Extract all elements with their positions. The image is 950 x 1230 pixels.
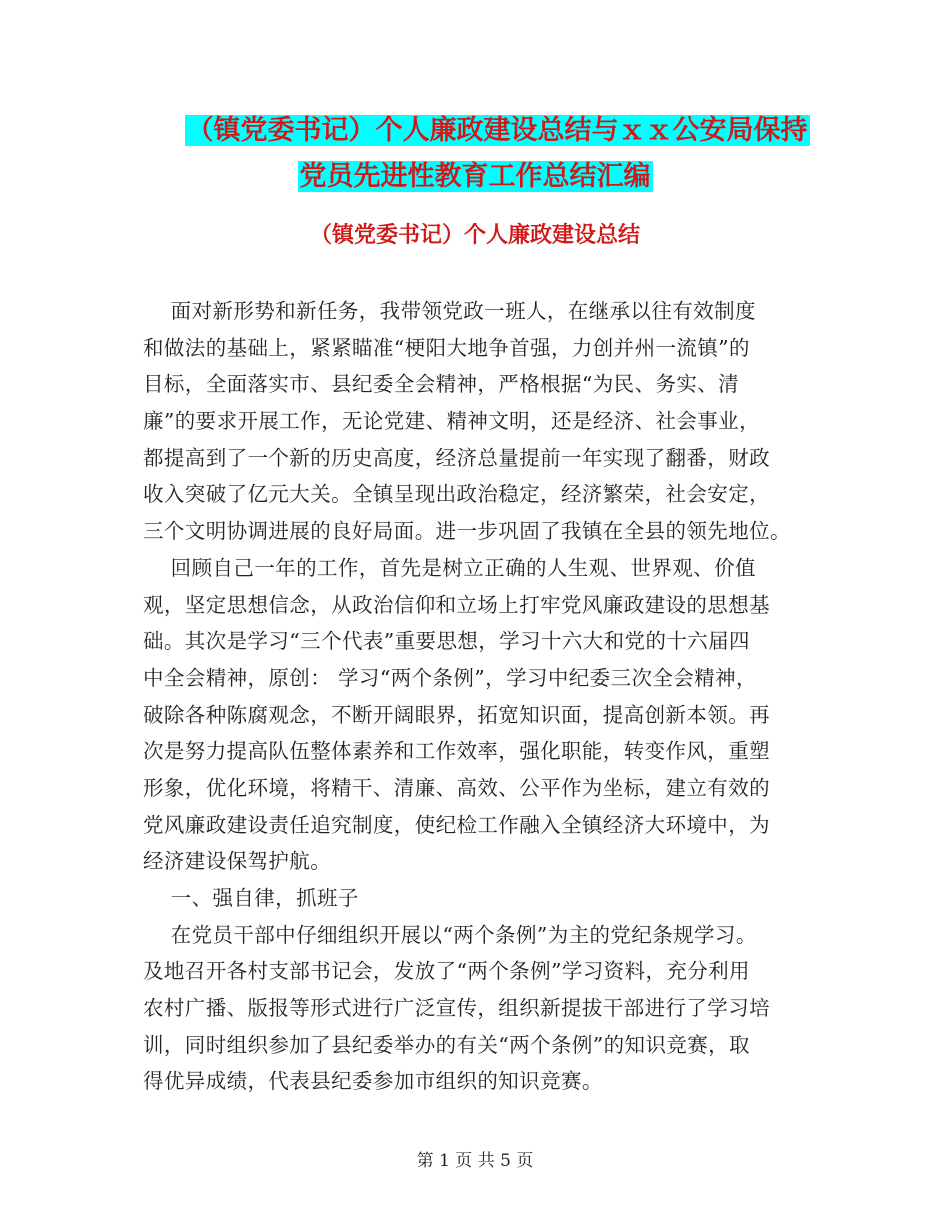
body-text	[143, 293, 823, 1100]
document-title-line-2	[0, 158, 950, 196]
body-line: 次是努力提高队伍整体素养和工作效率，强化职能，转变作风，重塑	[143, 739, 770, 764]
page-footer: 第 1 页 共 5 页	[416, 1151, 534, 1171]
body-line: 廉”的要求开展工作，无论党建、精神文明，还是经济、社会事业，	[143, 409, 760, 434]
body-line: 及地召开各村支部书记会，发放了“两个条例”学习资料，充分利用	[143, 959, 750, 984]
body-line: 经济建设保驾护航。	[143, 849, 332, 874]
title-highlight: （镇党委书记）个人廉政建设总结与ｘｘ公安局保持	[186, 115, 808, 146]
body-line: 农村广播、版报等形式进行广泛宣传，组织新提拔干部进行了学习培	[143, 996, 770, 1021]
body-line: 中全会精神，原创： 学习“两个条例”，学习中纪委三次全会精神，	[143, 665, 757, 690]
body-line: 都提高到了一个新的历史高度，经济总量提前一年实现了翻番，财政	[143, 445, 770, 470]
body-line: 和做法的基础上，紧紧瞄准“梗阳大地争首强，力创并州一流镇”的	[143, 335, 750, 360]
body-line: 回顾自己一年的工作，首先是树立正确的人生观、世界观、价值	[143, 555, 756, 580]
body-line: 收入突破了亿元大关。全镇呈现出政治稳定，经济繁荣，社会安定，	[143, 482, 770, 507]
body-line: 观，坚定思想信念，从政治信仰和立场上打牢党风廉政建设的思想基	[143, 592, 770, 617]
body-line: 础。其次是学习“三个代表”重要思想，学习十六大和党的十六届四	[143, 629, 750, 654]
body-line: 得优异成绩，代表县纪委参加市组织的知识竞赛。	[143, 1069, 603, 1094]
body-line: 破除各种陈腐观念，不断开阔眼界，拓宽知识面，提高创新本领。再	[143, 702, 770, 727]
body-line: 训，同时组织参加了县纪委举办的有关“两个条例”的知识竞赛，取	[143, 1032, 750, 1057]
body-line: 形象，优化环境，将精干、清廉、高效、公平作为坐标，建立有效的	[143, 775, 770, 800]
section-subtitle: （镇党委书记）个人廉政建设总结	[309, 222, 640, 248]
body-line: 党风廉政建设责任追究制度，使纪检工作融入全镇经济大环境中，为	[143, 812, 770, 837]
document-title-line-1	[22, 112, 950, 150]
body-line: 目标，全面落实市、县纪委全会精神，严格根据“为民、务实、清	[143, 372, 740, 397]
body-line: 一、强自律，抓班子	[143, 886, 359, 910]
body-line: 面对新形势和新任务，我带领党政一班人，在继承以往有效制度	[143, 299, 756, 323]
body-line: 三个文明协调进展的良好局面。进一步巩固了我镇在全县的领先地位。	[143, 519, 791, 544]
body-line: 在党员干部中仔细组织开展以“两个条例”为主的党纪条规学习。	[143, 922, 757, 947]
title-highlight: 党员先进性教育工作总结汇编	[299, 161, 651, 192]
